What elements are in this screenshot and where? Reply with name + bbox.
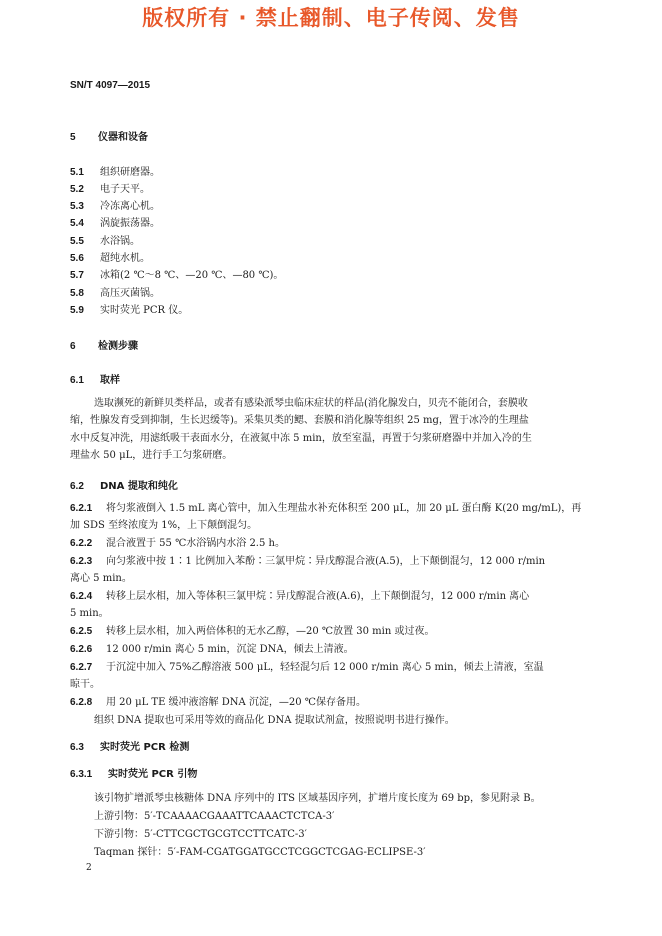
step-item bbox=[70, 640, 354, 655]
section-number: 6.1 bbox=[70, 375, 84, 386]
step-number: 6.2.2 bbox=[70, 538, 93, 549]
step-number: 6.2.3 bbox=[70, 556, 93, 567]
list-item bbox=[70, 266, 283, 281]
taqman-probe: Taqman 探针：5′-FAM-CGATGGATGCCTCGGCTCGAG-ECLIPSE-3′ bbox=[94, 847, 426, 858]
paragraph-line: 水中反复冲洗，用滤纸吸干表面水分，在液氮中冻 5 min，放至室温，再置于匀浆研磨器中并加入冷的生 bbox=[70, 433, 532, 444]
section-number: 6.3 bbox=[70, 742, 84, 753]
list-item bbox=[70, 197, 160, 212]
list-item bbox=[70, 301, 188, 316]
paragraph-line: 缩，性腺发育受到抑制，生长迟缓等)。采集贝类的鳃、套膜和消化腺等组织 25 mg，置于冰冷的生理盐 bbox=[70, 415, 529, 426]
list-item bbox=[70, 284, 160, 299]
step-item bbox=[70, 693, 366, 708]
step-item bbox=[70, 499, 581, 514]
step-number: 6.2.4 bbox=[70, 591, 93, 602]
paragraph-line: 选取濒死的新鲜贝类样品，或者有感染派琴虫临床症状的样品(消化腺发白，贝壳不能闭合，套膜收 bbox=[94, 398, 528, 409]
paragraph-line: 理盐水 50 μL，进行手工匀浆研磨。 bbox=[70, 450, 233, 461]
item-number: 5.4 bbox=[70, 218, 84, 229]
step-number: 6.2.8 bbox=[70, 697, 93, 708]
item-text: 冷冻离心机。 bbox=[100, 201, 160, 212]
step-item bbox=[70, 552, 545, 567]
step-item bbox=[70, 622, 434, 637]
item-text: 实时荧光 PCR 仪。 bbox=[100, 305, 189, 316]
step-number: 6.2.6 bbox=[70, 644, 93, 655]
item-number: 5.2 bbox=[70, 184, 84, 195]
step-text: 将匀浆液倒入 1.5 mL 离心管中，加入生理盐水补充体积至 200 μL，加 20 μL 蛋白酶 K(20 mg/mL)，再 bbox=[106, 503, 582, 514]
list-item bbox=[70, 232, 140, 247]
subsection-6-3-heading bbox=[70, 738, 189, 753]
subsection-6-3-1-heading bbox=[70, 765, 197, 780]
section-title: 实时荧光 PCR 引物 bbox=[108, 769, 198, 780]
step-item bbox=[70, 534, 285, 549]
list-item bbox=[70, 249, 150, 264]
step-number: 6.2.5 bbox=[70, 626, 93, 637]
step-text: 于沉淀中加入 75%乙醇溶液 500 μL，轻轻混匀后 12 000 r/min 离心 5 min，倾去上清液，室温 bbox=[106, 662, 544, 673]
subsection-6-1-heading bbox=[70, 371, 120, 386]
copyright-watermark: 版权所有 · 禁止翻制、电子传阅、发售 bbox=[142, 6, 520, 30]
list-item bbox=[70, 180, 150, 195]
item-number: 5.3 bbox=[70, 201, 84, 212]
step-item bbox=[70, 587, 529, 602]
item-number: 5.8 bbox=[70, 288, 84, 299]
step-continuation: 晾干。 bbox=[70, 679, 100, 690]
item-text: 涡旋振荡器。 bbox=[100, 218, 160, 229]
page-number: 2 bbox=[86, 863, 92, 873]
section-6-heading bbox=[70, 337, 138, 352]
section-number: 6.2 bbox=[70, 481, 84, 492]
step-text: 转移上层水相，加入等体积三氯甲烷∶异戊醇混合液(A.6)，上下颠倒混匀，12 000 r/min 离心 bbox=[106, 591, 530, 602]
section-title: 取样 bbox=[100, 375, 120, 386]
section-number: 6 bbox=[70, 341, 76, 352]
primer-forward: 上游引物：5′-TCAAAACGAAATTCAAACTCTCA-3′ bbox=[94, 811, 335, 822]
item-text: 电子天平。 bbox=[100, 184, 150, 195]
paragraph-line: 该引物扩增派琴虫核糖体 DNA 序列中的 ITS 区域基因序列，扩增片度长度为 69 bp，参见附录 B。 bbox=[94, 793, 541, 804]
item-text: 超纯水机。 bbox=[100, 253, 150, 264]
standard-code: SN/T 4097—2015 bbox=[70, 80, 151, 91]
item-number: 5.7 bbox=[70, 270, 84, 281]
section-title: 仪器和设备 bbox=[98, 132, 148, 143]
item-number: 5.6 bbox=[70, 253, 84, 264]
section-number: 5 bbox=[70, 132, 76, 143]
section-5-heading bbox=[70, 128, 148, 143]
section-title: 检测步骤 bbox=[98, 341, 138, 352]
section-title: 实时荧光 PCR 检测 bbox=[100, 742, 190, 753]
step-continuation: 离心 5 min。 bbox=[70, 573, 132, 584]
item-number: 5.1 bbox=[70, 167, 84, 178]
item-number: 5.9 bbox=[70, 305, 84, 316]
step-number: 6.2.1 bbox=[70, 503, 93, 514]
item-text: 高压灭菌锅。 bbox=[100, 288, 160, 299]
item-text: 组织研磨器。 bbox=[100, 167, 160, 178]
list-item bbox=[70, 163, 160, 178]
step-text: 混合液置于 55 ℃水浴锅内水浴 2.5 h。 bbox=[106, 538, 285, 549]
item-number: 5.5 bbox=[70, 236, 84, 247]
primer-reverse: 下游引物：5′-CTTCGCTGCGTCCTTCATC-3′ bbox=[94, 829, 307, 840]
step-text: 转移上层水相，加入两倍体积的无水乙醇，—20 ℃放置 30 min 或过夜。 bbox=[106, 626, 435, 637]
list-item bbox=[70, 214, 160, 229]
subsection-6-2-heading bbox=[70, 477, 178, 492]
note-paragraph: 组织 DNA 提取也可采用等效的商品化 DNA 提取试剂盒，按照说明书进行操作。 bbox=[94, 715, 455, 726]
step-text: 用 20 μL TE 缓冲液溶解 DNA 沉淀，—20 ℃保存备用。 bbox=[106, 697, 366, 708]
section-title: DNA 提取和纯化 bbox=[100, 481, 178, 492]
item-text: 水浴锅。 bbox=[100, 236, 140, 247]
step-text: 向匀浆液中按 1∶1 比例加入苯酚∶三氯甲烷∶异戊醇混合液(A.5)，上下颠倒混匀，12 000 r/min bbox=[106, 556, 546, 567]
item-text: 冰箱(2 ℃～8 ℃、—20 ℃、—80 ℃)。 bbox=[100, 270, 284, 281]
step-number: 6.2.7 bbox=[70, 662, 93, 673]
section-number: 6.3.1 bbox=[70, 769, 93, 780]
step-continuation: 加 SDS 至终浓度为 1%，上下颠倒混匀。 bbox=[70, 520, 258, 531]
step-item bbox=[70, 658, 544, 673]
step-text: 12 000 r/min 离心 5 min，沉淀 DNA，倾去上清液。 bbox=[106, 644, 354, 655]
step-continuation: 5 min。 bbox=[70, 608, 109, 619]
